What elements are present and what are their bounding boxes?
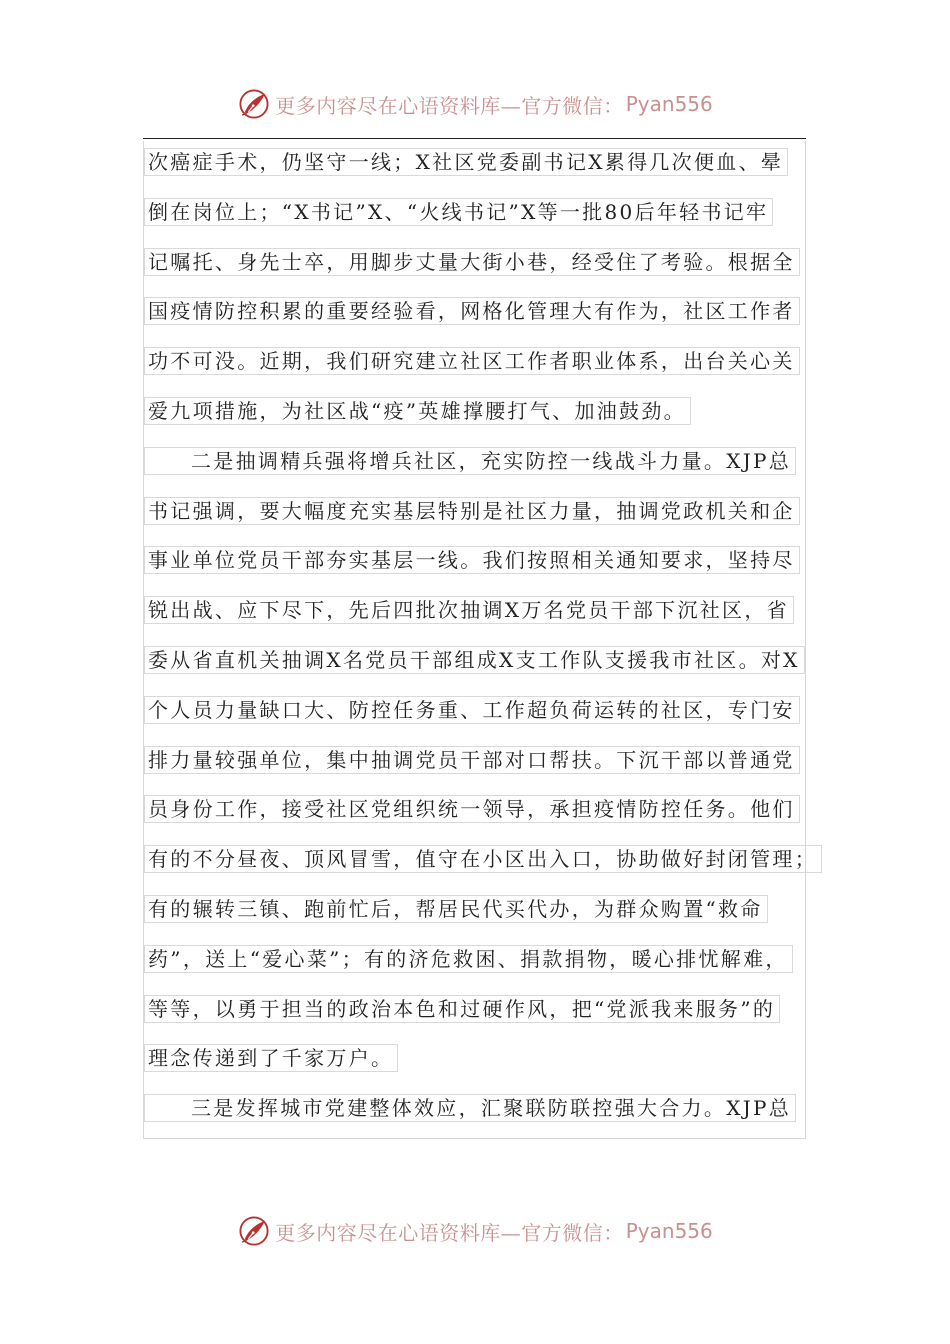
footer-banner-text: 更多内容尽在心语资料库—官方微信： <box>275 1220 624 1245</box>
text-line <box>144 497 824 547</box>
text-line <box>144 596 824 646</box>
text-line <box>144 845 824 895</box>
text-line-content: 个人员力量缺口大、防控任务重、工作超负荷运转的社区，专门安 <box>144 696 800 724</box>
text-line-content: 有的不分昼夜、顶风冒雪，值守在小区出入口，协助做好封闭管理； <box>144 845 822 873</box>
text-line-content: 药”，送上“爱心菜”；有的济危救困、捐款捐物，暖心排忧解难， <box>144 945 793 973</box>
text-line <box>144 347 824 397</box>
footer-banner <box>0 1209 950 1253</box>
header-banner-handle: Pyan556 <box>625 92 713 116</box>
text-line-content: 事业单位党员干部夯实基层一线。我们按照相关通知要求，坚持尽 <box>144 546 800 574</box>
header-rule <box>143 138 806 139</box>
text-line-content: 排力量较强单位，集中抽调党员干部对口帮扶。下沉干部以普通党 <box>144 746 800 774</box>
text-line <box>144 895 824 945</box>
text-line-content: 理念传递到了千家万户。 <box>144 1044 398 1072</box>
text-line <box>144 198 824 248</box>
text-line <box>144 148 824 198</box>
text-line <box>144 546 824 596</box>
footer-banner-handle: Pyan556 <box>625 1219 713 1243</box>
text-line-content: 功不可没。近期，我们研究建立社区工作者职业体系，出台关心关 <box>144 347 800 375</box>
header-banner-text: 更多内容尽在心语资料库—官方微信： <box>275 93 624 118</box>
paragraph-start-line <box>144 1094 824 1144</box>
document-body <box>144 148 824 1144</box>
text-line <box>144 646 824 696</box>
text-line-content: 委从省直机关抽调X名党员干部组成X支工作队支援我市社区。对X <box>144 646 805 674</box>
text-line-content: 三是发挥城市党建整体效应，汇聚联防联控强大合力。XJP总 <box>144 1094 796 1122</box>
text-line <box>144 696 824 746</box>
text-line <box>144 795 824 845</box>
pen-nib-logo-icon <box>237 1214 271 1248</box>
text-line-content: 倒在岗位上；“X书记”X、“火线书记”X等一批80后年轻书记牢 <box>144 198 773 226</box>
text-line <box>144 397 824 447</box>
pen-nib-logo-icon <box>237 87 271 121</box>
text-line-content: 国疫情防控积累的重要经验看，网格化管理大有作为，社区工作者 <box>144 297 800 325</box>
text-line <box>144 995 824 1045</box>
text-line <box>144 1044 824 1094</box>
text-line-content: 书记强调，要大幅度充实基层特别是社区力量，抽调党政机关和企 <box>144 497 800 525</box>
text-line-content: 锐出战、应下尽下，先后四批次抽调X万名党员干部下沉社区，省 <box>144 596 794 624</box>
text-line-content: 有的辗转三镇、跑前忙后，帮居民代买代办，为群众购置“救命 <box>144 895 768 923</box>
header-banner <box>0 82 950 126</box>
text-line-content: 二是抽调精兵强将增兵社区，充实防控一线战斗力量。XJP总 <box>144 447 796 475</box>
text-line-content: 员身份工作，接受社区党组织统一领导，承担疫情防控任务。他们 <box>144 795 800 823</box>
text-line-content: 记嘱托、身先士卒，用脚步丈量大街小巷，经受住了考验。根据全 <box>144 248 800 276</box>
text-line <box>144 945 824 995</box>
paragraph-start-line <box>144 447 824 497</box>
text-line-content: 次癌症手术，仍坚守一线；X社区党委副书记X累得几次便血、晕 <box>144 148 788 176</box>
text-line <box>144 248 824 298</box>
text-line-content: 爱九项措施，为社区战“疫”英雄撑腰打气、加油鼓劲。 <box>144 397 691 425</box>
text-line <box>144 746 824 796</box>
text-line-content: 等等，以勇于担当的政治本色和过硬作风，把“党派我来服务”的 <box>144 995 780 1023</box>
text-line <box>144 297 824 347</box>
